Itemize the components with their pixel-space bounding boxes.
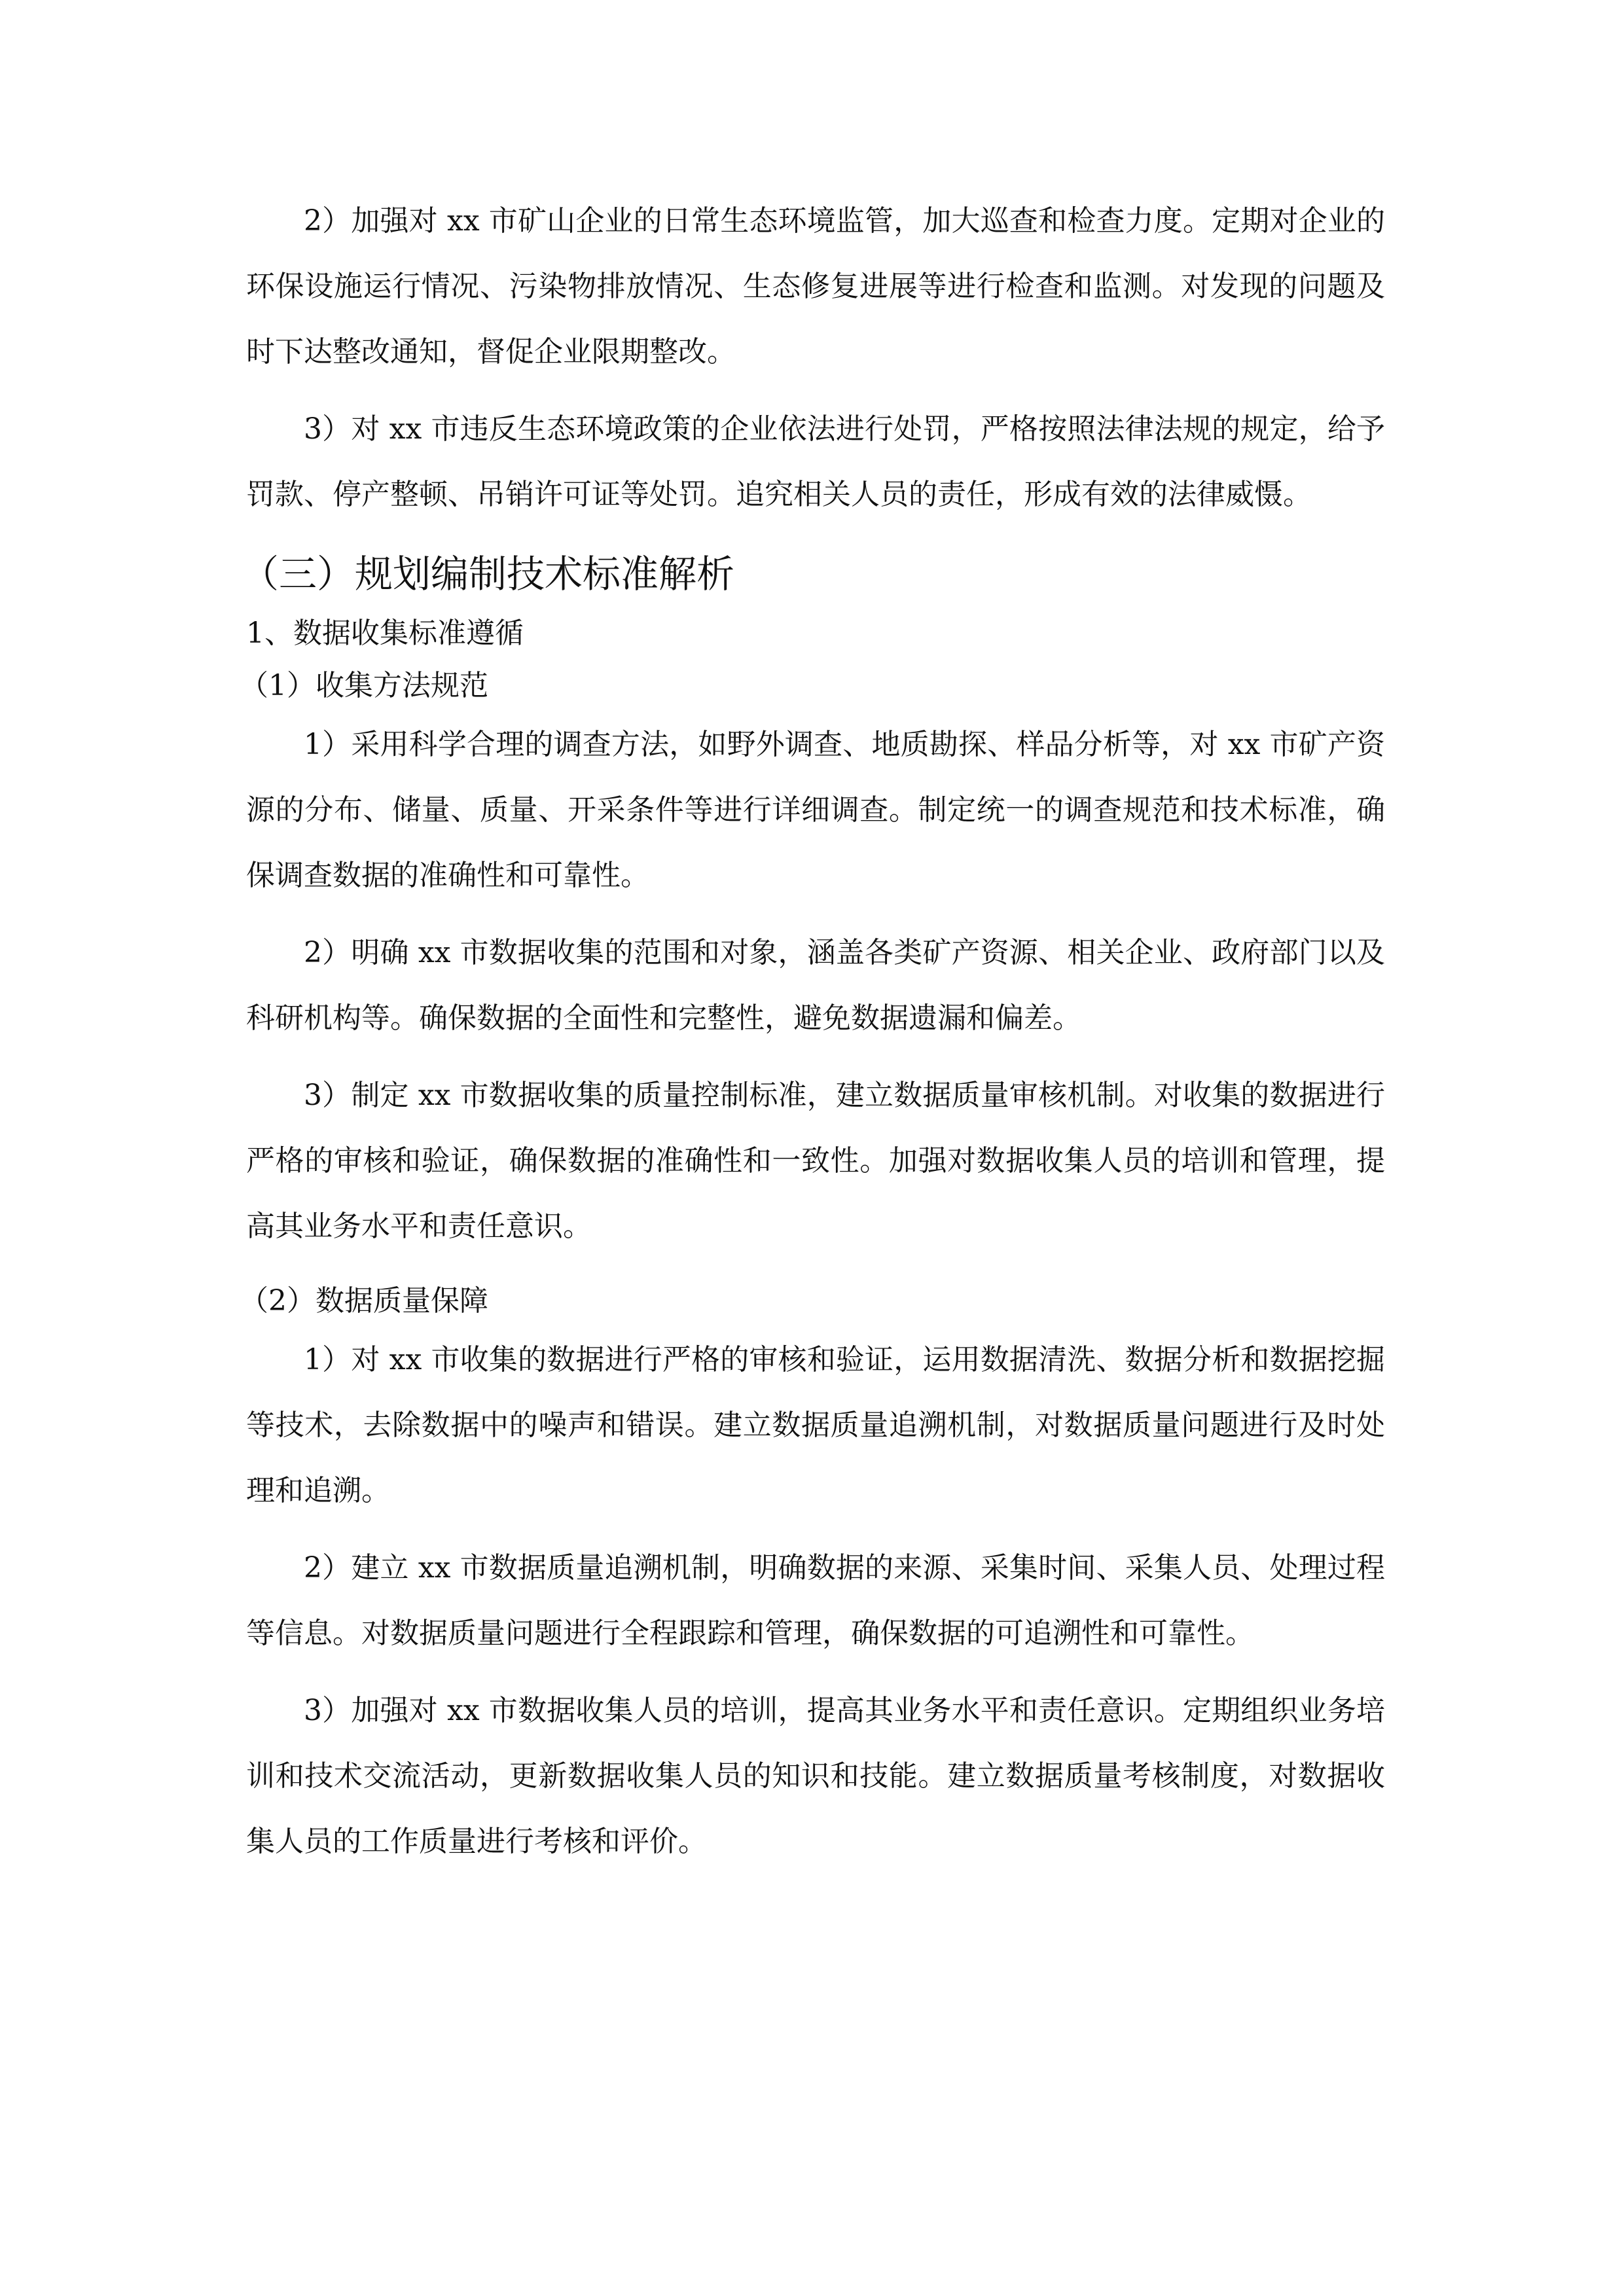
paragraph: 2）明确 xx 市数据收集的范围和对象，涵盖各类矿产资源、相关企业、政府部门以及科研机构等。确保数据的全面性和完整性，避免数据遗漏和偏差。 [246,936,1385,1035]
paragraph: 3）制定 xx 市数据收集的质量控制标准，建立数据质量审核机制。对收集的数据进行严格的审核和验证，确保数据的准确性和一致性。加强对数据收集人员的培训和管理，提高其业务水平和责任意识。 [246,1079,1385,1243]
page-content [240,188,1385,1886]
paragraph: 2）加强对 xx 市矿山企业的日常生态环境监管，加大巡查和检查力度。定期对企业的环保设施运行情况、污染物排放情况、生态修复进展等进行检查和监测。对发现的问题及时下达整改通知，督促企业限期整改。 [246,204,1385,368]
item-heading: （2）数据质量保障 [240,1284,488,1318]
paragraph: 1）采用科学合理的调查方法，如野外调查、地质勘探、样品分析等，对 xx 市矿产资源的分布、储量、质量、开采条件等进行详细调查。制定统一的调查规范和技术标准，确保调查数据的准确性和可靠性。 [246,728,1385,892]
section-heading: （三）规划编制技术标准解析 [241,552,735,596]
sub-heading: 1、数据收集标准遵循 [246,617,524,650]
paragraph: 2）建立 xx 市数据质量追溯机制，明确数据的来源、采集时间、采集人员、处理过程等信息。对数据质量问题进行全程跟踪和管理，确保数据的可追溯性和可靠性。 [246,1551,1385,1650]
paragraph: 1）对 xx 市收集的数据进行严格的审核和验证，运用数据清洗、数据分析和数据挖掘等技术，去除数据中的噪声和错误。建立数据质量追溯机制，对数据质量问题进行及时处理和追溯。 [246,1343,1385,1507]
paragraph: 3）对 xx 市违反生态环境政策的企业依法进行处罚，严格按照法律法规的规定，给予罚款、停产整顿、吊销许可证等处罚。追究相关人员的责任，形成有效的法律威慑。 [246,412,1385,511]
paragraph: 3）加强对 xx 市数据收集人员的培训，提高其业务水平和责任意识。定期组织业务培训和技术交流活动，更新数据收集人员的知识和技能。建立数据质量考核制度，对数据收集人员的工作质量进行考核和评价。 [246,1694,1385,1858]
item-heading: （1）收集方法规范 [240,669,488,702]
